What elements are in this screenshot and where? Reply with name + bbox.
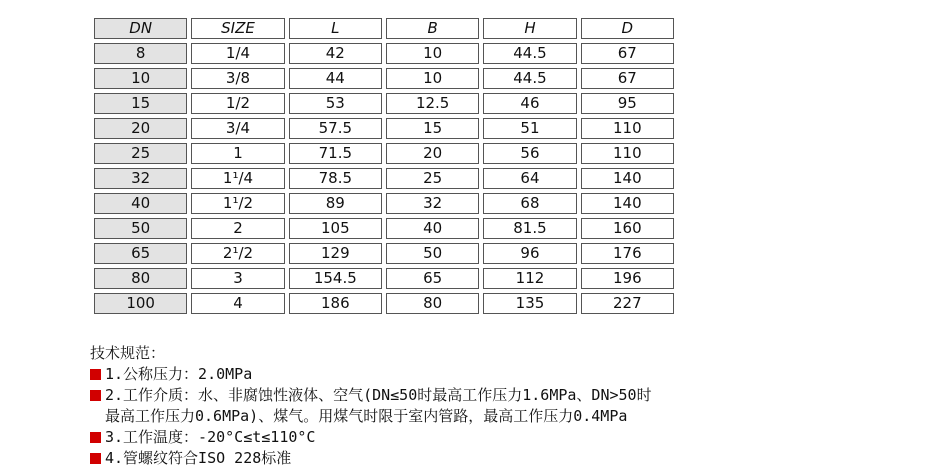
- specs-title: 技术规范：: [90, 344, 166, 362]
- cell-h: 56: [483, 143, 576, 164]
- cell-b: 20: [386, 143, 479, 164]
- cell-h: 112: [483, 268, 576, 289]
- cell-size: 2¹/2: [191, 243, 284, 264]
- header-size: SIZE: [191, 18, 284, 39]
- spec-item-text: 1.公称压力：2.0MPa: [105, 365, 253, 383]
- cell-b: 10: [386, 68, 479, 89]
- spec-item: [90, 427, 890, 448]
- cell-b: 80: [386, 293, 479, 314]
- red-square-bullet-icon: [90, 432, 101, 443]
- cell-b: 40: [386, 218, 479, 239]
- spec-item-text: 3.工作温度：-20°C≤t≤110°C: [105, 428, 316, 446]
- cell-l: 44: [289, 68, 382, 89]
- cell-l: 105: [289, 218, 382, 239]
- spec-item: [90, 364, 890, 385]
- cell-b: 15: [386, 118, 479, 139]
- cell-size: 1¹/4: [191, 168, 284, 189]
- cell-dn: 100: [94, 293, 187, 314]
- cell-d: 67: [581, 43, 674, 64]
- header-b: B: [386, 18, 479, 39]
- header-l: L: [289, 18, 382, 39]
- table-row: [94, 43, 674, 64]
- cell-b: 65: [386, 268, 479, 289]
- cell-d: 196: [581, 268, 674, 289]
- cell-b: 50: [386, 243, 479, 264]
- spec-item-continuation: 最高工作压力0.6MPa)、煤气。用煤气时限于室内管路，最高工作压力0.4MPa: [105, 407, 628, 425]
- cell-d: 227: [581, 293, 674, 314]
- cell-h: 44.5: [483, 43, 576, 64]
- cell-d: 95: [581, 93, 674, 114]
- cell-b: 32: [386, 193, 479, 214]
- cell-l: 129: [289, 243, 382, 264]
- cell-d: 140: [581, 193, 674, 214]
- cell-l: 78.5: [289, 168, 382, 189]
- cell-d: 67: [581, 68, 674, 89]
- cell-d: 110: [581, 143, 674, 164]
- table-row: [94, 218, 674, 239]
- cell-d: 160: [581, 218, 674, 239]
- cell-b: 10: [386, 43, 479, 64]
- technical-specs: [90, 343, 890, 469]
- spec-item: [90, 448, 890, 469]
- cell-size: 4: [191, 293, 284, 314]
- header-d: D: [581, 18, 674, 39]
- cell-h: 44.5: [483, 68, 576, 89]
- cell-l: 42: [289, 43, 382, 64]
- cell-size: 1¹/2: [191, 193, 284, 214]
- cell-d: 176: [581, 243, 674, 264]
- cell-l: 71.5: [289, 143, 382, 164]
- header-h: H: [483, 18, 576, 39]
- cell-dn: 40: [94, 193, 187, 214]
- table-row: [94, 168, 674, 189]
- table-row: [94, 93, 674, 114]
- red-square-bullet-icon: [90, 453, 101, 464]
- cell-b: 25: [386, 168, 479, 189]
- cell-h: 81.5: [483, 218, 576, 239]
- cell-b: 12.5: [386, 93, 479, 114]
- cell-size: 1/4: [191, 43, 284, 64]
- cell-dn: 20: [94, 118, 187, 139]
- cell-dn: 32: [94, 168, 187, 189]
- cell-dn: 80: [94, 268, 187, 289]
- table-row: [94, 118, 674, 139]
- cell-l: 53: [289, 93, 382, 114]
- cell-h: 51: [483, 118, 576, 139]
- cell-l: 154.5: [289, 268, 382, 289]
- cell-dn: 65: [94, 243, 187, 264]
- cell-dn: 25: [94, 143, 187, 164]
- red-square-bullet-icon: [90, 369, 101, 380]
- cell-size: 1/2: [191, 93, 284, 114]
- table-row: [94, 68, 674, 89]
- cell-size: 1: [191, 143, 284, 164]
- table-row: [94, 193, 674, 214]
- table-row: [94, 143, 674, 164]
- cell-h: 64: [483, 168, 576, 189]
- cell-dn: 15: [94, 93, 187, 114]
- cell-size: 3/8: [191, 68, 284, 89]
- cell-d: 140: [581, 168, 674, 189]
- spec-table: [90, 14, 678, 318]
- table-row: [94, 268, 674, 289]
- cell-size: 3: [191, 268, 284, 289]
- cell-h: 46: [483, 93, 576, 114]
- red-square-bullet-icon: [90, 390, 101, 401]
- cell-l: 57.5: [289, 118, 382, 139]
- table-row: [94, 293, 674, 314]
- cell-h: 68: [483, 193, 576, 214]
- spec-item-text: 2.工作介质：水、非腐蚀性液体、空气(DN≤50时最高工作压力1.6MPa、DN>50时: [105, 386, 652, 404]
- cell-dn: 10: [94, 68, 187, 89]
- cell-size: 2: [191, 218, 284, 239]
- spec-item: [90, 385, 890, 406]
- header-dn: DN: [94, 18, 187, 39]
- cell-l: 89: [289, 193, 382, 214]
- cell-dn: 50: [94, 218, 187, 239]
- cell-l: 186: [289, 293, 382, 314]
- cell-size: 3/4: [191, 118, 284, 139]
- table-header-row: [94, 18, 674, 39]
- cell-dn: 8: [94, 43, 187, 64]
- cell-d: 110: [581, 118, 674, 139]
- cell-h: 96: [483, 243, 576, 264]
- spec-item-text: 4.管螺纹符合ISO 228标准: [105, 449, 292, 467]
- cell-h: 135: [483, 293, 576, 314]
- table-row: [94, 243, 674, 264]
